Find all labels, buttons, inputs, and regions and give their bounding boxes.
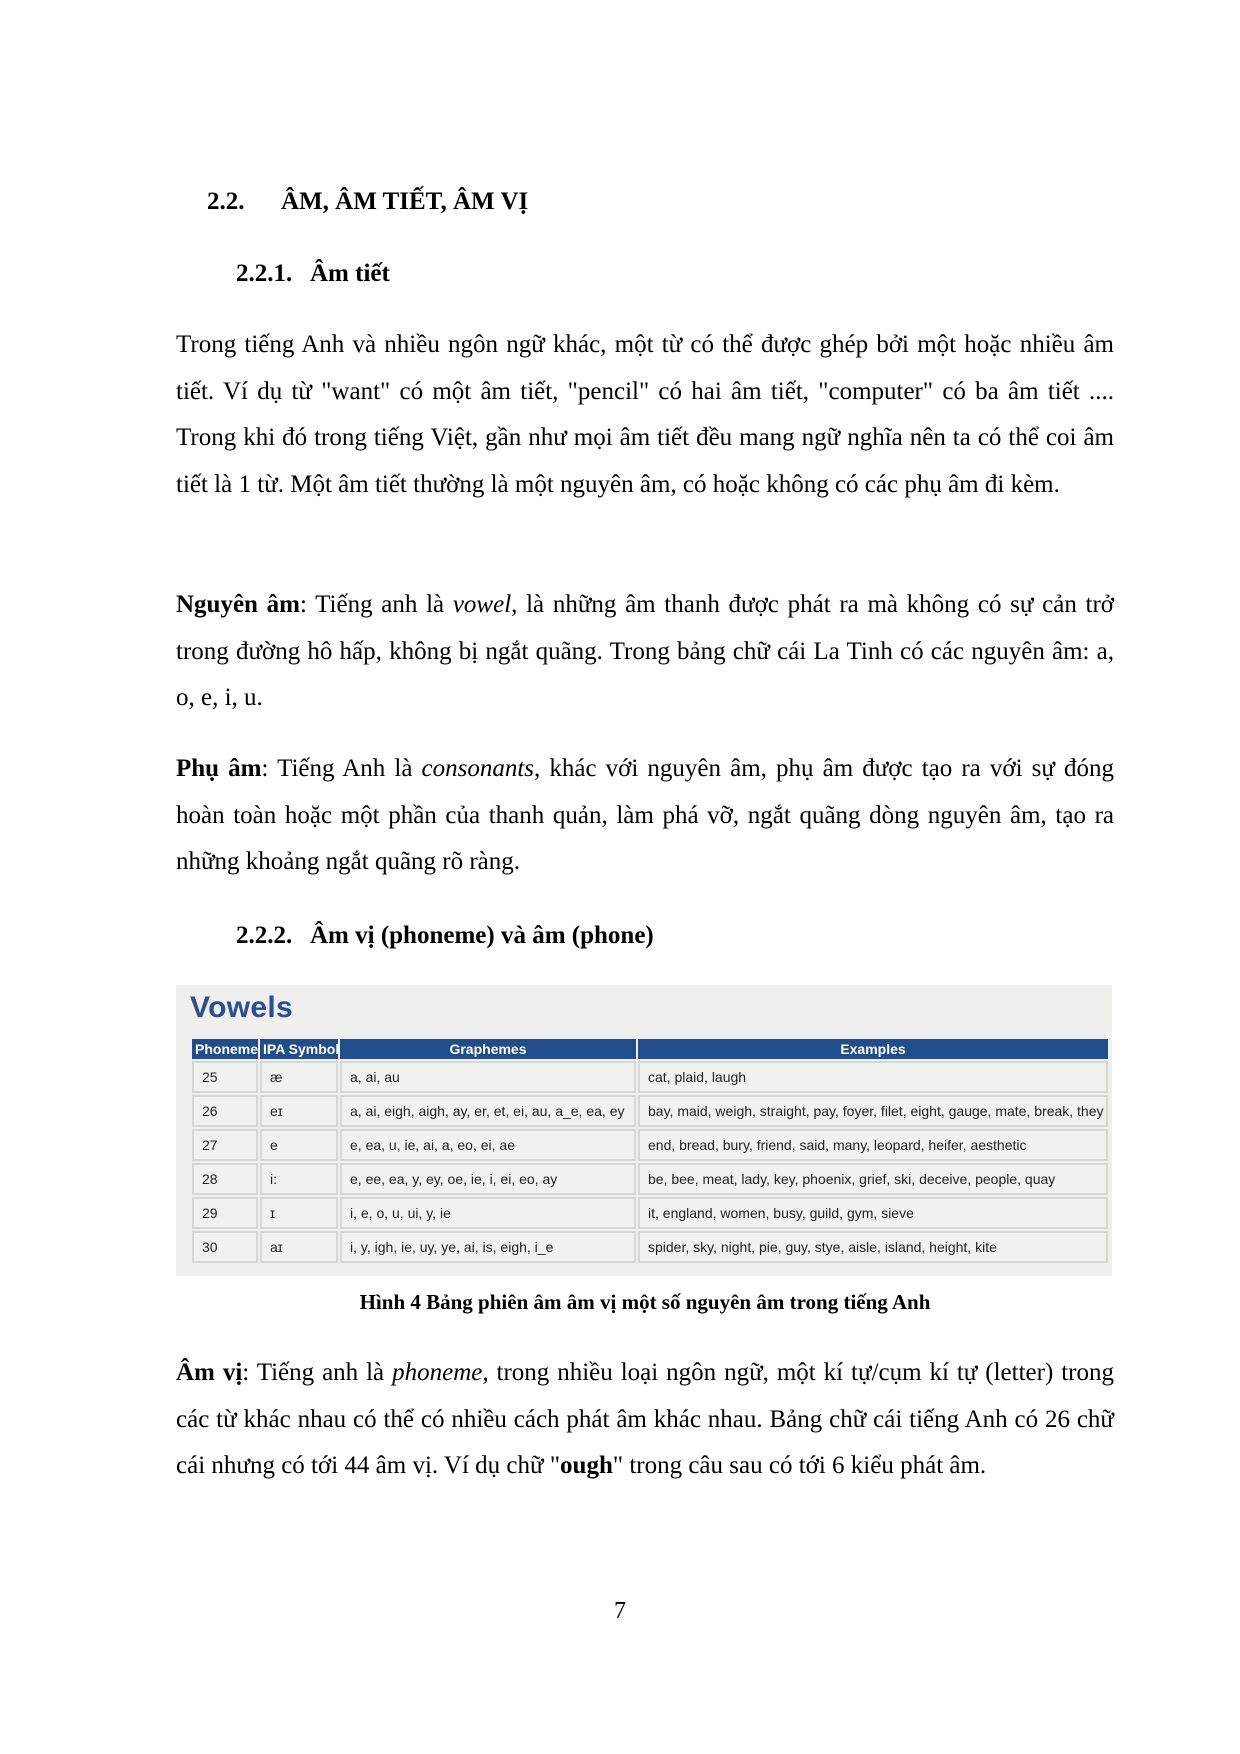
english-term-vowel: vowel (452, 591, 512, 618)
text-span: , trong nhiều loại ngôn ngữ, một kí tự/cụm kí tự (letter) trong các từ khác nhau có thể có nhiều cách phát âm khác nhau. Bảng chữ cái tiếng Anh có 26 chữ cái nhưng có tới 44 âm vị. Ví dụ chữ " (176, 1359, 1114, 1479)
text-span: : Tiếng anh là (242, 1359, 393, 1386)
cell-graphemes: e, ee, ea, y, ey, oe, ie, i, ei, eo, ay (340, 1163, 636, 1195)
subsection-heading-2 (236, 922, 654, 950)
cell-phoneme: 29 (192, 1197, 258, 1229)
page-number: 7 (614, 1598, 626, 1624)
cell-examples: spider, sky, night, pie, guy, stye, aisle, island, height, kite (638, 1231, 1108, 1263)
section-heading (207, 188, 528, 216)
column-header-graphemes: Graphemes (340, 1039, 636, 1059)
english-term-phoneme: phoneme (392, 1359, 483, 1386)
table-row (192, 1095, 1108, 1127)
table-row (192, 1231, 1108, 1263)
subsection-number: 2.2.1. (236, 260, 293, 287)
column-header-examples: Examples (638, 1039, 1108, 1059)
subsection-number: 2.2.2. (236, 922, 293, 949)
cell-graphemes: i, e, o, u, ui, y, ie (340, 1197, 636, 1229)
cell-ipa: aɪ (260, 1231, 338, 1263)
cell-examples: it, england, women, busy, guild, gym, sieve (638, 1197, 1108, 1229)
cell-ipa: ɪ (260, 1197, 338, 1229)
cell-phoneme: 25 (192, 1061, 258, 1093)
table-row (192, 1163, 1108, 1195)
text-span: , là những âm thanh được phát ra mà không có sự cản trở trong đường hô hấp, không bị ngắt quãng. Trong bảng chữ cái La Tinh có các nguyên âm: a, o, e, i, u. (176, 591, 1114, 711)
text-span: : Tiếng Anh là (261, 755, 422, 782)
cell-ipa: i: (260, 1163, 338, 1195)
figure-title: Vowels (190, 991, 293, 1024)
column-header-phoneme: Phoneme (192, 1039, 258, 1059)
english-term-consonant: consonants (421, 755, 535, 782)
cell-ipa: æ (260, 1061, 338, 1093)
cell-phoneme: 30 (192, 1231, 258, 1263)
term-vowel: Nguyên âm (176, 591, 300, 618)
example-word-ough: ough (560, 1452, 613, 1479)
subsection-title: Âm vị (phoneme) và âm (phone) (310, 922, 654, 949)
section-title: ÂM, ÂM TIẾT, ÂM VỊ (281, 188, 529, 215)
text-span: " trong câu sau có tới 6 kiểu phát âm. (612, 1452, 987, 1479)
cell-examples: cat, plaid, laugh (638, 1061, 1108, 1093)
vowels-table (190, 1037, 1110, 1265)
cell-ipa: e (260, 1129, 338, 1161)
table-row (192, 1197, 1108, 1229)
table-header-row (192, 1039, 1108, 1059)
term-phoneme: Âm vị (176, 1359, 243, 1386)
text-span: , khác với nguyên âm, phụ âm được tạo ra với sự đóng hoàn toàn hoặc một phần của thanh quản, làm phá vỡ, ngắt quãng dòng nguyên âm, tạo ra những khoảng ngắt quãng rõ ràng. (176, 755, 1114, 875)
vowels-figure (176, 985, 1112, 1276)
cell-graphemes: e, ea, u, ie, ai, a, eo, ei, ae (340, 1129, 636, 1161)
column-header-ipa: IPA Symbol (260, 1039, 338, 1059)
table-row (192, 1129, 1108, 1161)
cell-phoneme: 27 (192, 1129, 258, 1161)
table-row (192, 1061, 1108, 1093)
paragraph-syllable: Trong tiếng Anh và nhiều ngôn ngữ khác, một từ có thể được ghép bởi một hoặc nhiều âm tiết. Ví dụ từ "want" có một âm tiết, "pencil" có hai âm tiết, "computer" có ba âm tiết .... Trong khi đó trong tiếng Việt, gần như mọi âm tiết đều mang ngữ nghĩa nên ta có thể coi âm tiết là 1 từ. Một âm tiết thường là một nguyên âm, có hoặc không có các phụ âm đi kèm. (176, 331, 1114, 498)
cell-phoneme: 28 (192, 1163, 258, 1195)
cell-graphemes: i, y, igh, ie, uy, ye, ai, is, eigh, i_e (340, 1231, 636, 1263)
term-consonant: Phụ âm (176, 755, 262, 782)
paragraph-vowel-definition (176, 582, 1114, 722)
subsection-heading-1 (236, 260, 390, 288)
cell-ipa: eɪ (260, 1095, 338, 1127)
cell-graphemes: a, ai, eigh, aigh, ay, er, et, ei, au, a_e, ea, ey (340, 1095, 636, 1127)
subsection-title: Âm tiết (310, 260, 390, 287)
cell-examples: bay, maid, weigh, straight, pay, foyer, filet, eight, gauge, mate, break, they (638, 1095, 1108, 1127)
figure-caption: Hình 4 Bảng phiên âm âm vị một số nguyên âm trong tiếng Anh (359, 1290, 931, 1314)
section-number: 2.2. (207, 188, 245, 215)
cell-graphemes: a, ai, au (340, 1061, 636, 1093)
paragraph-phoneme-definition (176, 1350, 1114, 1490)
cell-examples: be, bee, meat, lady, key, phoenix, grief, ski, deceive, people, quay (638, 1163, 1108, 1195)
cell-examples: end, bread, bury, friend, said, many, leopard, heifer, aesthetic (638, 1129, 1108, 1161)
cell-phoneme: 26 (192, 1095, 258, 1127)
text-span: : Tiếng anh là (299, 591, 453, 618)
paragraph-consonant-definition (176, 746, 1114, 886)
